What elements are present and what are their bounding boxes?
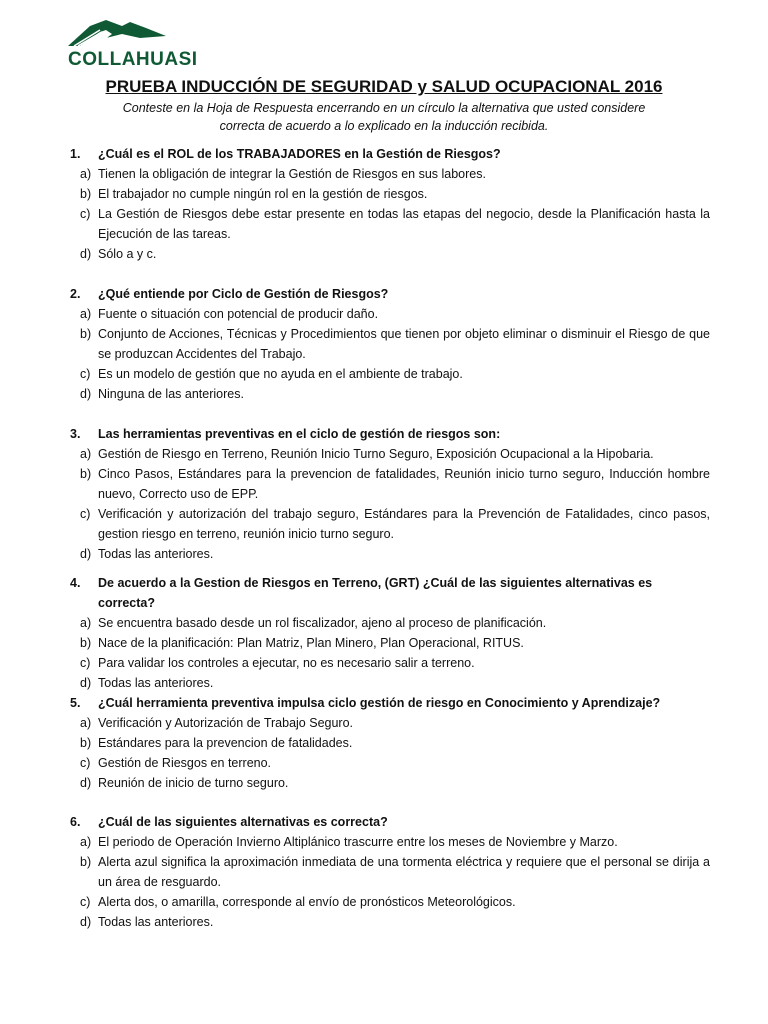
question-number: 5.: [70, 696, 81, 710]
option-text: Para validar los controles a ejecutar, no es necesario salir a terreno.: [98, 656, 475, 670]
option-text: Fuente o situación con potencial de producir daño.: [98, 307, 379, 321]
option-c: [70, 653, 710, 673]
option-letter: d): [80, 387, 92, 401]
question-number: 4.: [70, 576, 81, 590]
option-letter: c): [80, 895, 91, 909]
option-letter: c): [80, 507, 91, 521]
question-text: ¿Cuál de las siguientes alternativas es correcta?: [98, 815, 388, 829]
option-text: Alerta azul significa la aproximación inmediata de una tormenta eléctrica y requiere que el personal se dirija a un área de resguardo.: [98, 855, 710, 889]
question-2: [70, 284, 710, 404]
option-b: [70, 324, 710, 364]
question-6: [70, 812, 710, 932]
option-a: [70, 444, 710, 464]
question-number: 1.: [70, 147, 81, 161]
page-title: PRUEBA INDUCCIÓN DE SEGURIDAD y SALUD OCUPACIONAL 2016: [105, 77, 663, 96]
option-text: Es un modelo de gestión que no ayuda en el ambiente de trabajo.: [98, 367, 463, 381]
option-c: [70, 504, 710, 544]
question-text: ¿Qué entiende por Ciclo de Gestión de Riesgos?: [98, 287, 389, 301]
option-letter: b): [80, 855, 92, 869]
question-4: [70, 573, 710, 693]
question-text: Las herramientas preventivas en el ciclo de gestión de riesgos son:: [98, 427, 501, 441]
option-d: [70, 773, 710, 793]
option-letter: d): [80, 676, 92, 690]
option-text: Conjunto de Acciones, Técnicas y Procedimientos que tienen por objeto eliminar o disminuir el Riesgo de que se produzcan Accidentes del Trabajo.: [98, 327, 710, 361]
option-b: [70, 733, 710, 753]
option-text: Alerta dos, o amarilla, corresponde al envío de pronósticos Meteorológicos.: [98, 895, 516, 909]
option-letter: b): [80, 187, 92, 201]
option-a: [70, 164, 710, 184]
option-letter: a): [80, 616, 92, 630]
option-text: Cinco Pasos, Estándares para la prevencion de fatalidades, Reunión inicio turno seguro, Inducción hombre nuevo, Correcto uso de EPP.: [98, 467, 710, 501]
option-text: Todas las anteriores.: [98, 547, 214, 561]
option-text: El periodo de Operación Invierno Altiplánico trascurre entre los meses de Noviembre y Marzo.: [98, 835, 618, 849]
option-c: [70, 892, 710, 912]
option-letter: c): [80, 756, 91, 770]
option-letter: b): [80, 467, 92, 481]
question-5: [70, 693, 710, 793]
option-d: [70, 544, 710, 564]
option-b: [70, 852, 710, 892]
option-a: [70, 713, 710, 733]
option-letter: b): [80, 636, 92, 650]
question-text: De acuerdo a la Gestion de Riesgos en Terreno, (GRT) ¿Cuál de las siguientes alternativas es correcta?: [98, 576, 653, 610]
option-c: [70, 364, 710, 384]
option-letter: a): [80, 447, 92, 461]
option-text: Verificación y autorización del trabajo seguro, Estándares para la Prevención de Fatalidades, cinco pasos, gestion riesgo en terreno, reunión inicio turno seguro.: [98, 507, 710, 541]
question-number: 2.: [70, 287, 81, 301]
instructions: [0, 99, 768, 135]
option-letter: d): [80, 915, 92, 929]
option-text: Se encuentra basado desde un rol fiscalizador, ajeno al proceso de planificación.: [98, 616, 547, 630]
option-d: [70, 384, 710, 404]
option-text: Ninguna de las anteriores.: [98, 387, 244, 401]
option-c: [70, 204, 710, 244]
option-text: Gestión de Riesgo en Terreno, Reunión Inicio Turno Seguro, Exposición Ocupacional a la Hipobaria.: [98, 447, 654, 461]
option-b: [70, 184, 710, 204]
option-letter: b): [80, 736, 92, 750]
question-text: ¿Cuál herramienta preventiva impulsa ciclo gestión de riesgo en Conocimiento y Aprendizaje?: [98, 696, 661, 710]
option-text: Reunión de inicio de turno seguro.: [98, 776, 289, 790]
question-3: [70, 424, 710, 564]
question-number: 6.: [70, 815, 81, 829]
option-text: Sólo a y c.: [98, 247, 157, 261]
option-text: Tienen la obligación de integrar la Gestión de Riesgos en sus labores.: [98, 167, 486, 181]
question-1: [70, 144, 710, 264]
option-letter: d): [80, 776, 92, 790]
instructions-line-1: Conteste en la Hoja de Respuesta encerrando en un círculo la alternativa que usted considere: [122, 101, 646, 115]
instructions-line-2: correcta de acuerdo a lo explicado en la inducción recibida.: [219, 119, 549, 133]
option-letter: a): [80, 167, 92, 181]
option-text: Estándares para la prevencion de fatalidades.: [98, 736, 353, 750]
option-text: Verificación y Autorización de Trabajo Seguro.: [98, 716, 354, 730]
option-letter: d): [80, 547, 92, 561]
option-a: [70, 832, 710, 852]
option-d: [70, 912, 710, 932]
option-text: El trabajador no cumple ningún rol en la gestión de riesgos.: [98, 187, 428, 201]
option-d: [70, 244, 710, 264]
question-number: 3.: [70, 427, 81, 441]
option-b: [70, 464, 710, 504]
option-text: La Gestión de Riesgos debe estar presente en todas las etapas del negocio, desde la Planificación hasta la Ejecución de las tareas.: [98, 207, 710, 241]
option-letter: d): [80, 247, 92, 261]
option-text: Todas las anteriores.: [98, 676, 214, 690]
option-text: Nace de la planificación: Plan Matriz, Plan Minero, Plan Operacional, RITUS.: [98, 636, 524, 650]
option-letter: b): [80, 327, 92, 341]
option-d: [70, 673, 710, 693]
option-letter: c): [80, 207, 91, 221]
option-text: Todas las anteriores.: [98, 915, 214, 929]
collahuasi-logo: [66, 16, 230, 68]
option-c: [70, 753, 710, 773]
option-letter: c): [80, 656, 91, 670]
option-a: [70, 304, 710, 324]
option-letter: a): [80, 835, 92, 849]
logo-wordmark: COLLAHUASI: [68, 49, 198, 70]
option-letter: a): [80, 716, 92, 730]
option-a: [70, 613, 710, 633]
option-letter: c): [80, 367, 91, 381]
question-text: ¿Cuál es el ROL de los TRABAJADORES en la Gestión de Riesgos?: [98, 147, 501, 161]
option-b: [70, 633, 710, 653]
option-text: Gestión de Riesgos en terreno.: [98, 756, 272, 770]
option-letter: a): [80, 307, 92, 321]
